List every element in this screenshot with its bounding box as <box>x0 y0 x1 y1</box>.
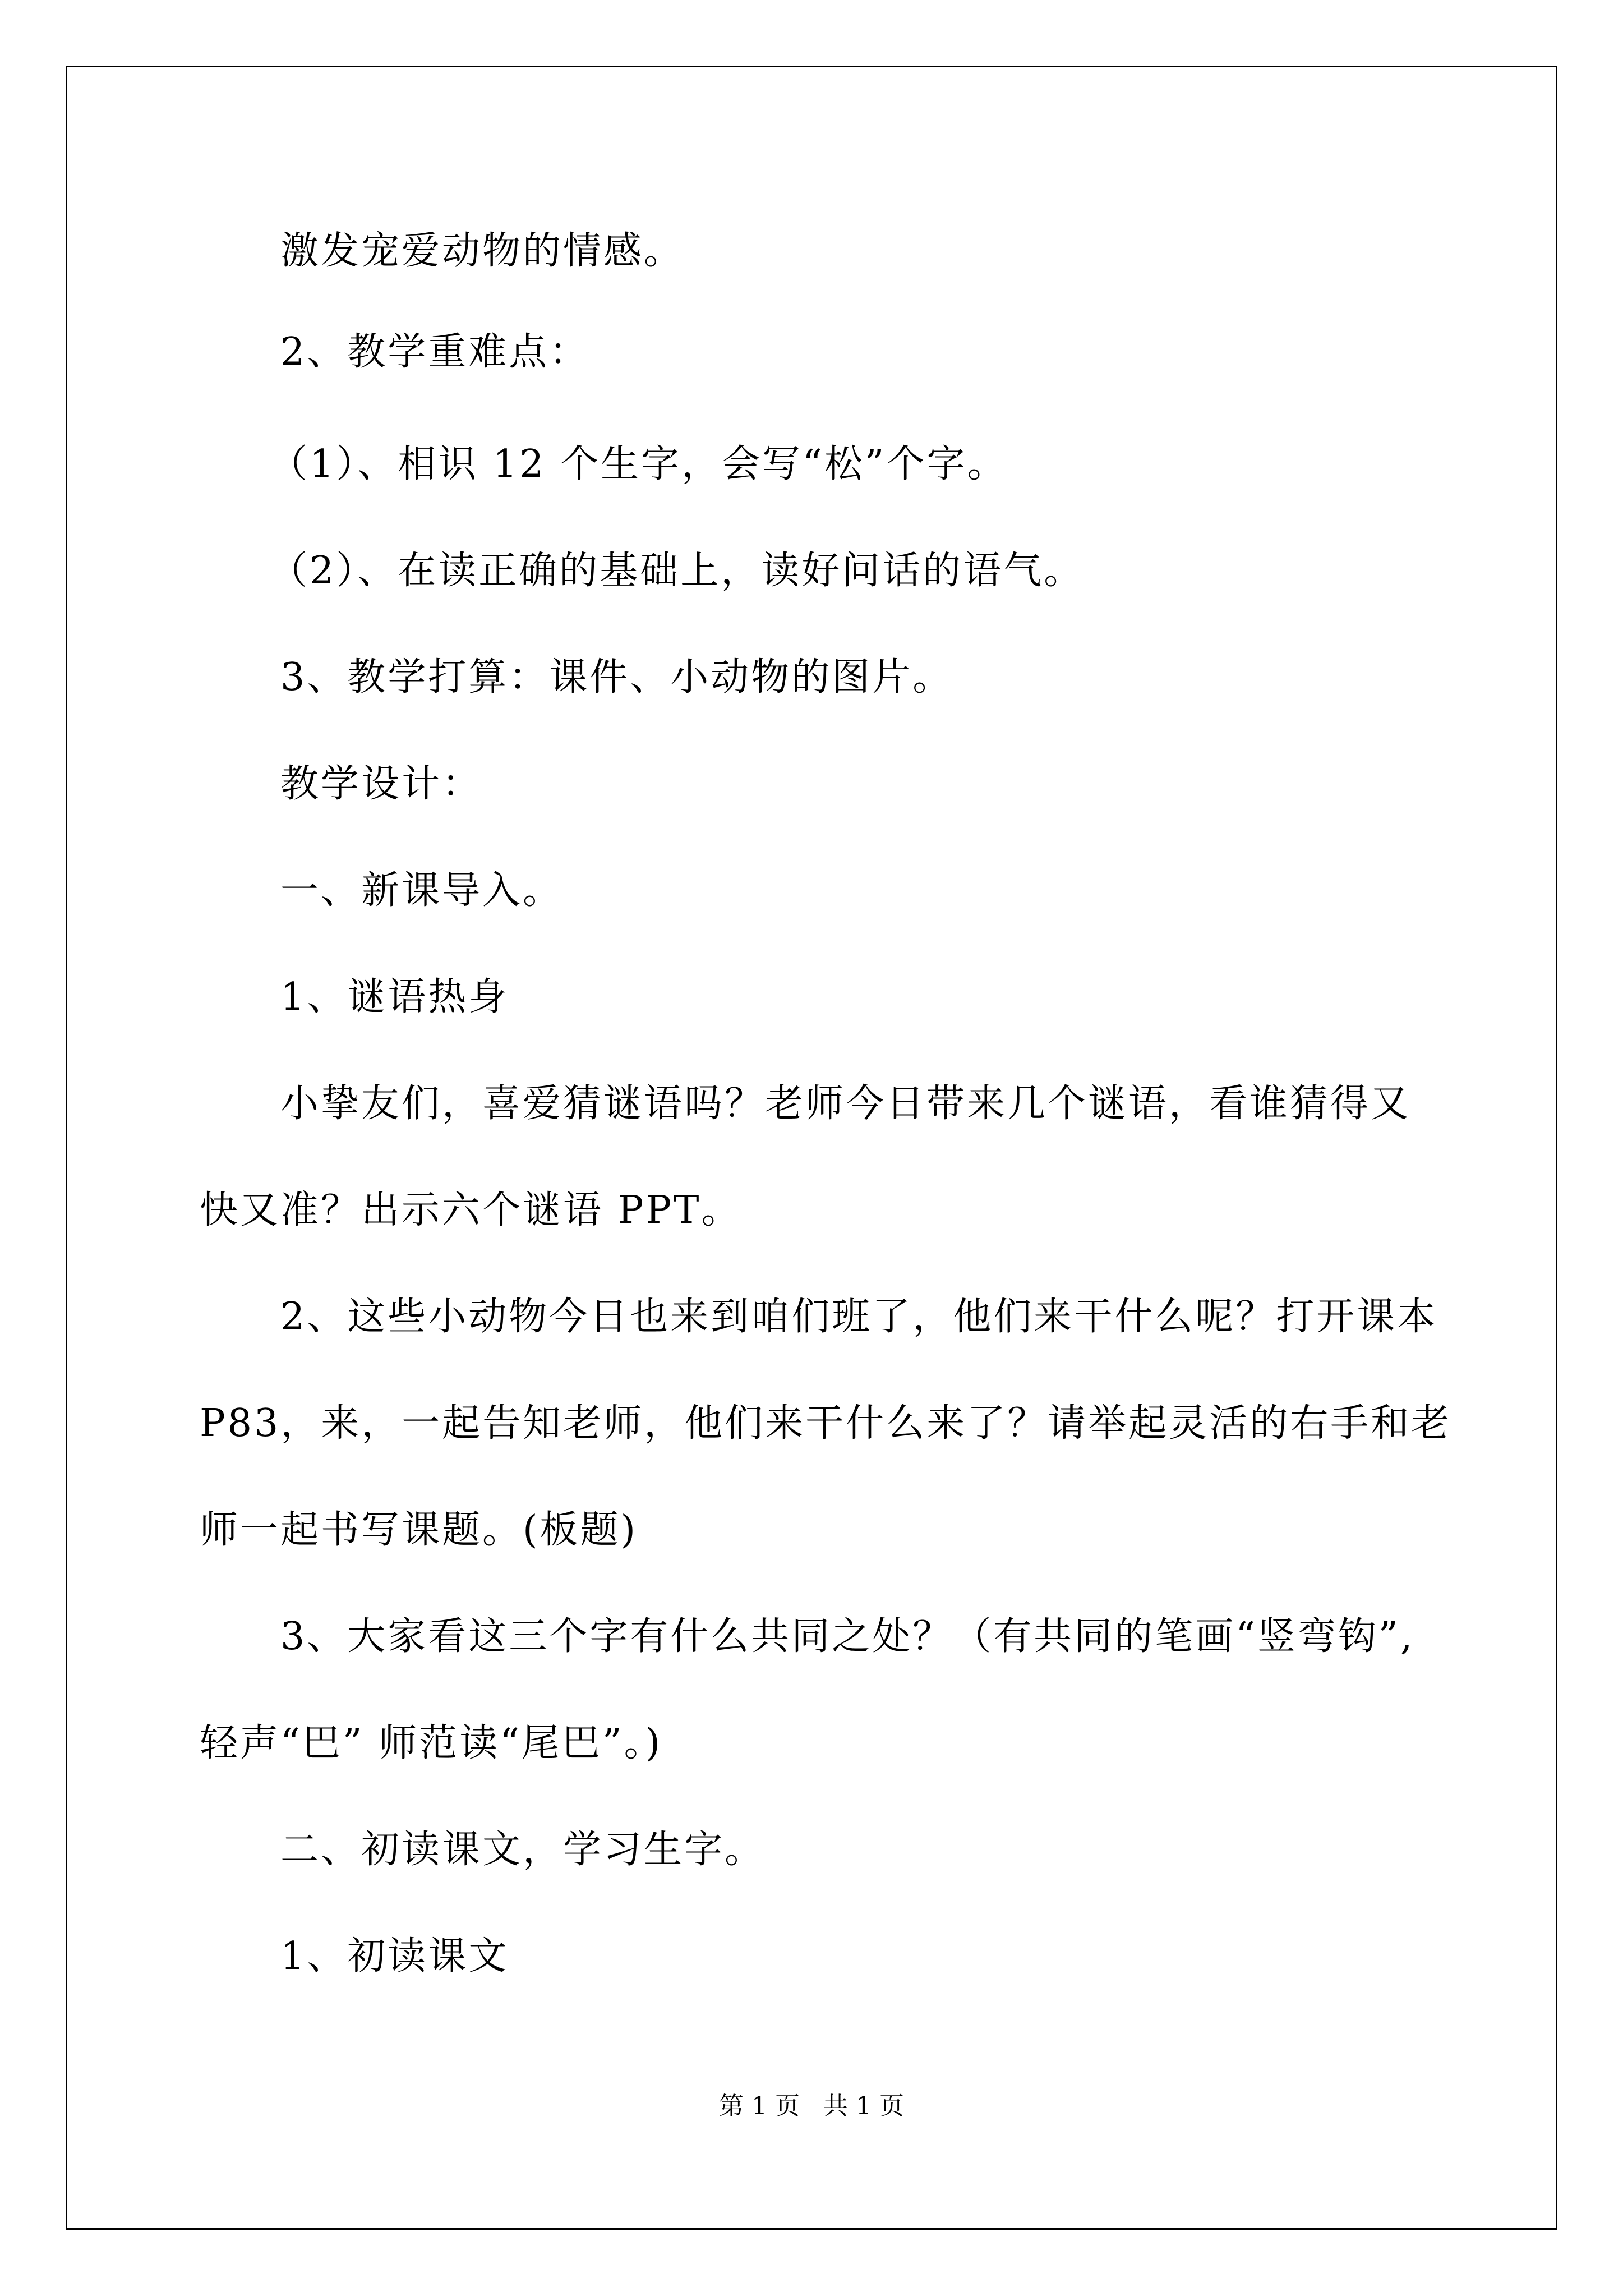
text-line: （1）、相识 12 个生字，会写“松”个字。 <box>269 442 1008 486</box>
text-line: 快又准？出示六个谜语 PPT。 <box>200 1188 742 1232</box>
text-line: 1、谜语热身 <box>280 975 509 1019</box>
page-footer: 第 1 页 共 1 页 <box>719 2092 904 2120</box>
text-line: 2、这些小动物今日也来到咱们班了，他们来干什么呢？打开课本 <box>280 1295 1438 1339</box>
text-line: 轻声“巴” 师范读“尾巴”。) <box>200 1721 663 1765</box>
text-line: 1、初读课文 <box>280 1934 509 1978</box>
text-line: 师一起书写课题。(板题) <box>200 1508 638 1552</box>
text-line: 3、教学打算：课件、小动物的图片。 <box>280 655 953 700</box>
text-line: 一、新课导入。 <box>280 868 564 913</box>
text-line: 二、初读课文，学习生字。 <box>280 1828 766 1872</box>
text-line: 2、教学重难点： <box>280 330 590 374</box>
text-line: 3、大家看这三个字有什么共同之处？（有共同的笔画“竖弯钩”, <box>280 1614 1415 1659</box>
text-line: 教学设计： <box>280 762 483 806</box>
text-line: （2）、在读正确的基础上，读好问话的语气。 <box>269 549 1085 593</box>
text-line: 激发宠爱动物的情感。 <box>280 229 685 273</box>
text-line: 小挚友们，喜爱猜谜语吗？老师今日带来几个谜语，看谁猜得又 <box>280 1082 1412 1126</box>
text-line: P83，来，一起告知老师，他们来干什么来了？请举起灵活的右手和老 <box>200 1401 1452 1446</box>
page-border <box>66 66 1557 2230</box>
